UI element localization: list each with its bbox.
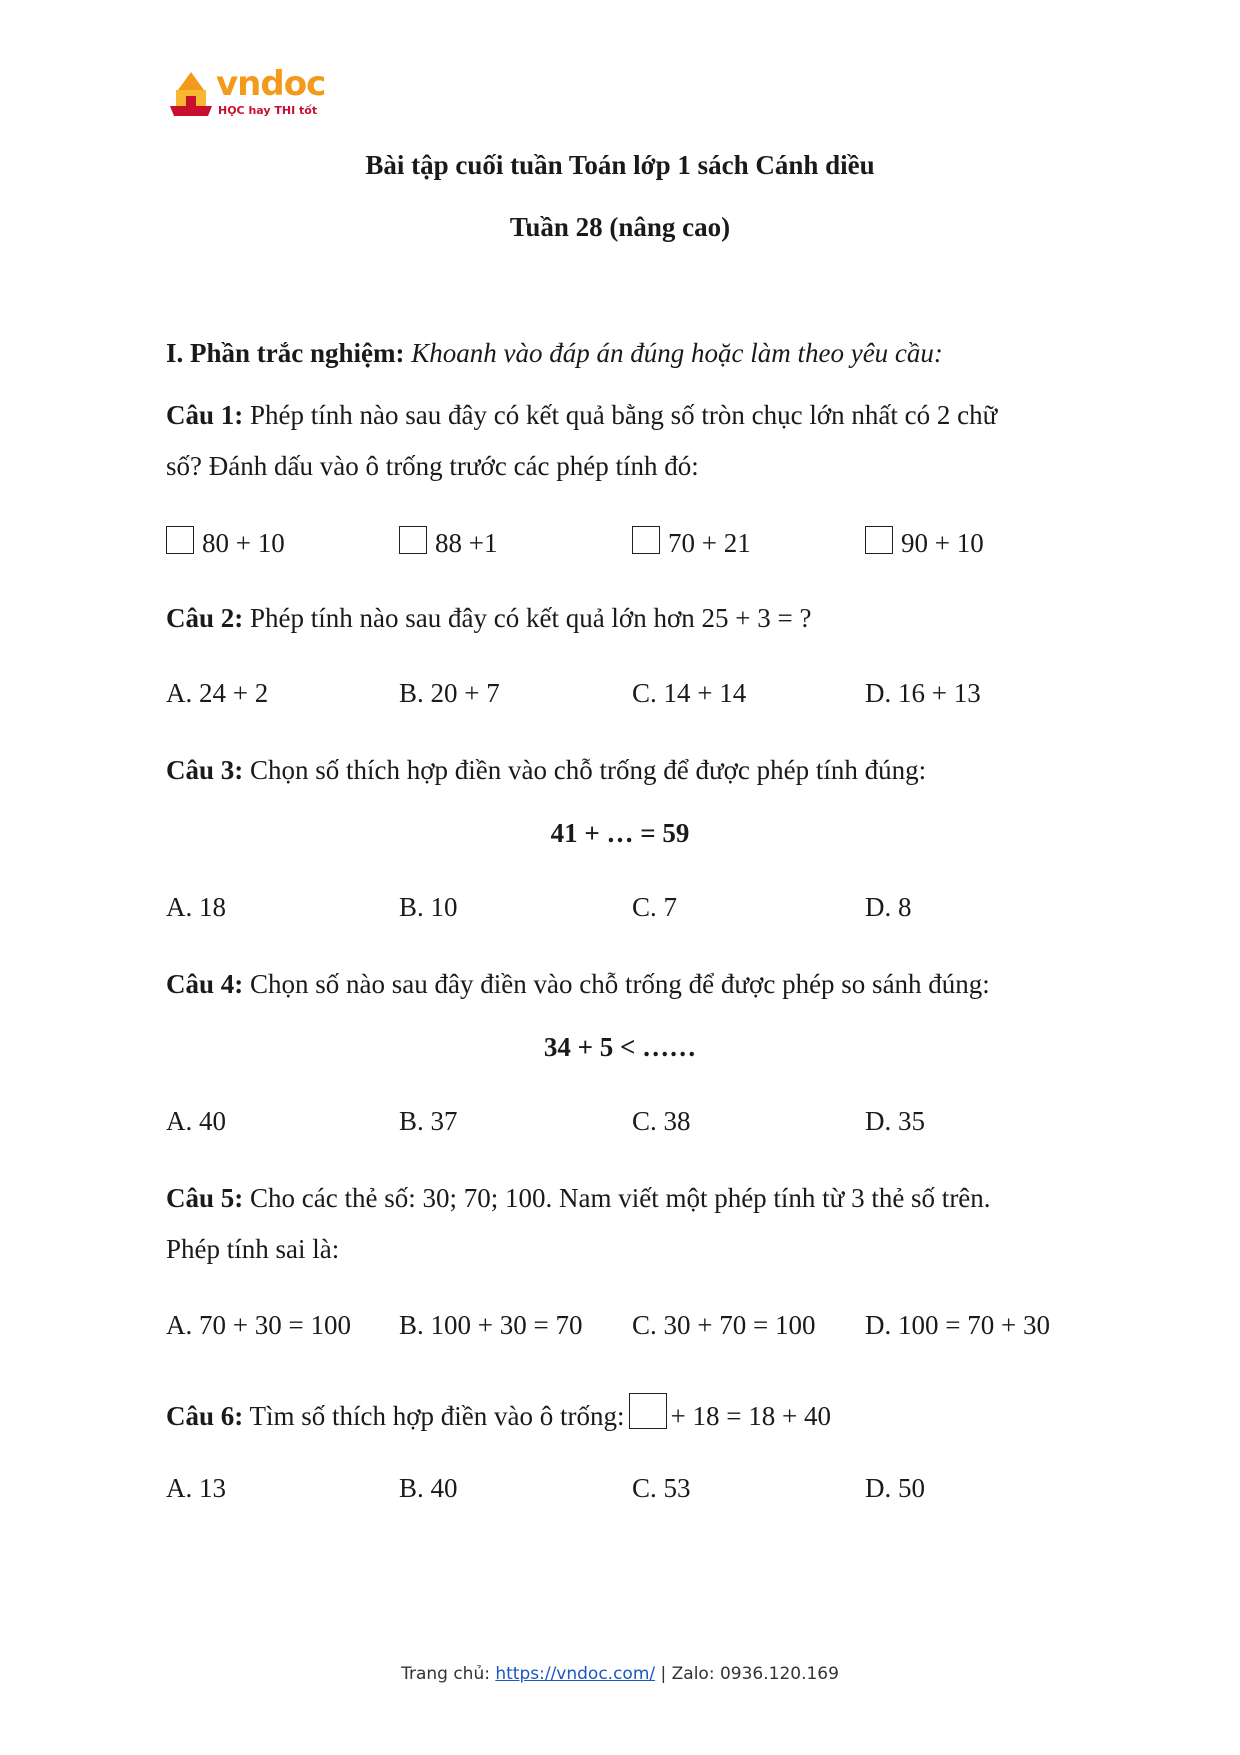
q3-option-d[interactable]: D. 8 xyxy=(865,892,912,922)
q6-option-b[interactable]: B. 40 xyxy=(399,1473,458,1503)
q4-option-b[interactable]: B. 37 xyxy=(399,1106,458,1136)
q5-option-a[interactable]: A. 70 + 30 = 100 xyxy=(166,1310,351,1340)
question-1-line-1 xyxy=(166,400,997,431)
footer-contact: | Zalo: 0936.120.169 xyxy=(660,1664,839,1684)
question-5-line-1 xyxy=(166,1183,991,1214)
q5-option-d[interactable]: D. 100 = 70 + 30 xyxy=(865,1310,1050,1340)
question-3-expression: 41 + … = 59 xyxy=(550,818,690,848)
checkbox[interactable] xyxy=(399,526,427,554)
q4-option-d[interactable]: D. 35 xyxy=(865,1106,925,1136)
question-5-text: Cho các thẻ số: 30; 70; 100. Nam viết một phép tính từ 3 thẻ số trên. xyxy=(250,1183,991,1213)
question-2 xyxy=(166,603,811,634)
checkbox[interactable] xyxy=(166,526,194,554)
question-3 xyxy=(166,755,926,786)
page-subtitle: Tuần 28 (nâng cao) xyxy=(509,212,731,242)
q4-option-c[interactable]: C. 38 xyxy=(632,1106,691,1136)
question-2-text: Phép tính nào sau đây có kết quả lớn hơn 25 + 3 = ? xyxy=(250,603,812,633)
question-4 xyxy=(166,969,990,1000)
q6-option-c[interactable]: C. 53 xyxy=(632,1473,691,1503)
question-4-text: Chọn số nào sau đây điền vào chỗ trống để được phép so sánh đúng: xyxy=(250,969,990,999)
question-4-label: Câu 4: xyxy=(166,969,244,999)
question-5-line-2: Phép tính sai là: xyxy=(166,1234,340,1264)
question-3-label: Câu 3: xyxy=(166,755,244,785)
q2-option-b[interactable]: B. 20 + 7 xyxy=(399,678,500,708)
footer-prefix: Trang chủ: xyxy=(401,1664,490,1684)
q3-option-c[interactable]: C. 7 xyxy=(632,892,678,922)
question-2-label: Câu 2: xyxy=(166,603,244,633)
q1-option-2[interactable]: 88 +1 xyxy=(399,526,497,559)
footer-link[interactable]: https://vndoc.com/ xyxy=(495,1664,656,1684)
checkbox[interactable] xyxy=(632,526,660,554)
q2-option-a[interactable]: A. 24 + 2 xyxy=(166,678,269,708)
section-label: I. Phần trắc nghiệm: xyxy=(166,338,405,368)
question-6 xyxy=(166,1393,831,1432)
question-6-text: Tìm số thích hợp điền vào ô trống: xyxy=(249,1401,625,1431)
vndoc-logo xyxy=(166,64,326,122)
section-heading xyxy=(166,338,943,369)
page-footer xyxy=(0,1664,1240,1684)
question-6-expression: + 18 = 18 + 40 xyxy=(670,1401,831,1431)
q2-option-c[interactable]: C. 14 + 14 xyxy=(632,678,747,708)
question-1-line-2: số? Đánh dấu vào ô trống trước các phép tính đó: xyxy=(166,451,699,481)
question-1-label: Câu 1: xyxy=(166,400,244,430)
q5-option-c[interactable]: C. 30 + 70 = 100 xyxy=(632,1310,816,1340)
q5-option-b[interactable]: B. 100 + 30 = 70 xyxy=(399,1310,583,1340)
q6-option-d[interactable]: D. 50 xyxy=(865,1473,925,1503)
question-1-text: Phép tính nào sau đây có kết quả bằng số tròn chục lớn nhất có 2 chữ xyxy=(250,400,998,430)
section-instruction: Khoanh vào đáp án đúng hoặc làm theo yêu cầu: xyxy=(411,338,943,368)
q4-option-a[interactable]: A. 40 xyxy=(166,1106,226,1136)
question-3-text: Chọn số thích hợp điền vào chỗ trống để được phép tính đúng: xyxy=(250,755,927,785)
q1-option-3[interactable]: 70 + 21 xyxy=(632,526,751,559)
q1-option-4[interactable]: 90 + 10 xyxy=(865,526,984,559)
q3-option-a[interactable]: A. 18 xyxy=(166,892,226,922)
question-4-expression: 34 + 5 < …… xyxy=(543,1032,697,1062)
q2-option-d[interactable]: D. 16 + 13 xyxy=(865,678,981,708)
q1-option-1[interactable]: 80 + 10 xyxy=(166,526,285,559)
answer-box[interactable] xyxy=(629,1393,667,1429)
checkbox[interactable] xyxy=(865,526,893,554)
temple-icon xyxy=(166,70,216,120)
logo-wordmark: vndoc xyxy=(216,64,326,104)
q3-option-b[interactable]: B. 10 xyxy=(399,892,458,922)
logo-tagline: HỌC hay THI tốt xyxy=(218,104,318,117)
page-title: Bài tập cuối tuần Toán lớp 1 sách Cánh diều xyxy=(365,150,875,180)
question-5-label: Câu 5: xyxy=(166,1183,244,1213)
question-6-label: Câu 6: xyxy=(166,1401,244,1431)
q6-option-a[interactable]: A. 13 xyxy=(166,1473,226,1503)
